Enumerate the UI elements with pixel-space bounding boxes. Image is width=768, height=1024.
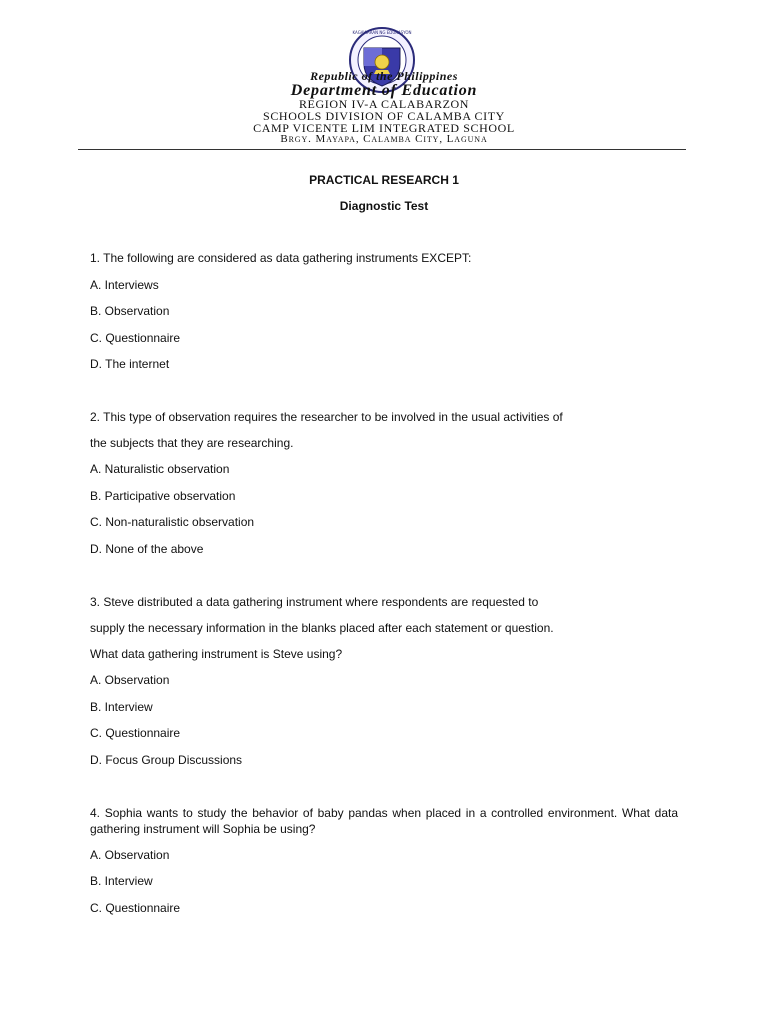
question-2-option-d: D. None of the above [90,542,204,556]
question-4-text: 4. Sophia wants to study the behavior of baby pandas when placed in a controlled environment. What data gathering instrument will Sophia be using? [90,806,678,836]
question-2-option-b: B. Participative observation [90,489,236,503]
republic-heading: Republic of the Philippines [310,69,458,83]
question-3-option-b: B. Interview [90,700,153,714]
question-2-option-c: C. Non-naturalistic observation [90,515,255,529]
question-1-option-d: D. The internet [90,357,170,371]
svg-text:KAGAWARAN NG EDUKASYON: KAGAWARAN NG EDUKASYON [352,30,412,35]
header-divider [78,149,686,150]
address-line: Brgy. Mayapa, Calamba City, Laguna [280,133,488,145]
school-line: CAMP VICENTE LIM INTEGRATED SCHOOL [253,121,515,135]
question-3-line-3: What data gathering instrument is Steve using? [90,647,343,661]
question-3-option-d: D. Focus Group Discussions [90,753,243,767]
question-1-option-b: B. Observation [90,304,170,318]
question-1-option-c: C. Questionnaire [90,331,181,345]
question-4-option-a: A. Observation [90,848,170,862]
question-2-line-1: 2. This type of observation requires the researcher to be involved in the usual activities of [90,410,563,424]
question-3-line-1: 3. Steve distributed a data gathering instrument where respondents are requested to [90,595,539,609]
subject-title: PRACTICAL RESEARCH 1 [309,173,459,187]
question-4-option-c: C. Questionnaire [90,901,181,915]
question-1-line-1: 1. The following are considered as data gathering instruments EXCEPT: [90,251,472,265]
question-3-line-2: supply the necessary information in the blanks placed after each statement or question. [90,621,554,635]
question-3-option-a: A. Observation [90,673,170,687]
question-2-option-a: A. Naturalistic observation [90,462,230,476]
question-1-option-a: A. Interviews [90,278,159,292]
question-2-line-2: the subjects that they are researching. [90,436,294,450]
division-line: SCHOOLS DIVISION OF CALAMBA CITY [263,109,505,123]
question-4-option-b: B. Interview [90,874,153,888]
question-3-option-c: C. Questionnaire [90,726,181,740]
department-heading: Department of Education [290,82,478,99]
region-line: REGION IV-A CALABARZON [298,97,470,111]
test-title: Diagnostic Test [339,199,429,213]
